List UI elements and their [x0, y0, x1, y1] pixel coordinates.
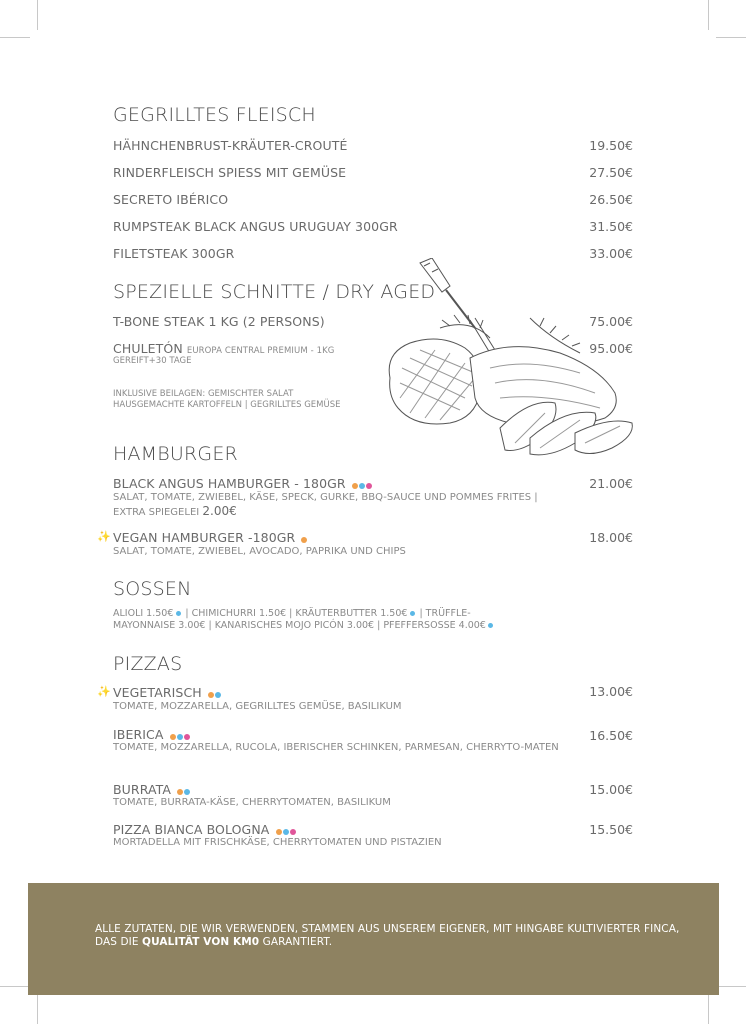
allergen-dot-icon: [359, 483, 365, 489]
allergen-dot-icon: [352, 483, 358, 489]
crop-mark: [37, 994, 38, 1024]
allergen-dot-icon: [488, 623, 493, 628]
menu-item-burrata: [113, 782, 191, 798]
allergen-dot-icon: [177, 789, 183, 795]
allergen-dot-icon: [290, 829, 296, 835]
menu-item-price: 16.50€: [589, 728, 633, 743]
menu-item-name: BURRATA: [113, 782, 172, 797]
menu-item-vegetarisch: [113, 685, 222, 701]
menu-item-price: 31.50€: [589, 219, 633, 234]
allergen-dot-icon: [215, 692, 221, 698]
menu-item-price: 33.00€: [589, 246, 633, 261]
crop-mark: [708, 0, 709, 30]
allergen-dot-icon: [410, 611, 415, 616]
allergen-dots: [352, 477, 373, 492]
menu-item-price: 21.00€: [589, 476, 633, 491]
menu-item-desc-text: SALAT, TOMATE, ZWIEBEL, KÄSE, SPECK, GURKE, BBQ-SAUCE UND POMMES FRITES | EXTRA SPIEGELEI: [113, 492, 538, 518]
allergen-dot-icon: [366, 483, 372, 489]
allergen-dots: [170, 728, 191, 743]
menu-item-price: 15.00€: [589, 782, 633, 797]
crop-mark: [716, 37, 746, 38]
allergen-dot-icon: [301, 537, 307, 543]
menu-item-name: PIZZA BIANCA BOLOGNA: [113, 822, 270, 837]
crop-mark: [0, 37, 30, 38]
menu-item-name: FILETSTEAK 300GR: [113, 246, 235, 261]
section-title-grilled: GEGRILLTES FLEISCH: [113, 104, 316, 126]
footer-banner: [28, 883, 719, 995]
crop-mark: [0, 986, 30, 987]
allergen-dot-icon: [283, 829, 289, 835]
menu-item-description: TOMATE, BURRATA-KÄSE, CHERRYTOMATEN, BASILIKUM: [113, 797, 391, 808]
menu-item-vegan-burger: [113, 530, 308, 546]
footer-text-before: ALLE ZUTATEN, DIE WIR VERWENDEN, STAMMEN AUS UNSEREM EIGENER, MIT HINGABE KULTIVIERTER FINCA, DAS DIE: [95, 923, 680, 948]
sauce-text: | CHIMICHURRI 1.50€ | KRÄUTERBUTTER 1.50€: [182, 608, 408, 619]
menu-item-price: 18.00€: [589, 530, 633, 545]
footer-text-after: GARANTIERT.: [259, 936, 333, 948]
menu-item-chuleton: [113, 341, 334, 356]
menu-item-price: 27.50€: [589, 165, 633, 180]
menu-item-subtitle: EUROPA CENTRAL PREMIUM - 1KG: [186, 346, 335, 356]
menu-item-price: 26.50€: [589, 192, 633, 207]
menu-item-description: MORTADELLA MIT FRISCHKÄSE, CHERRYTOMATEN UND PISTAZIEN: [113, 837, 442, 848]
menu-item-extra-price: 2.00€: [202, 503, 237, 518]
menu-item-name: CHULETÓN: [113, 341, 183, 356]
sauces-list: [113, 608, 553, 632]
menu-item-name: VEGETARISCH: [113, 685, 202, 700]
leaf-icon: ✨: [97, 685, 111, 698]
menu-item-name: RINDERFLEISCH SPIESS MIT GEMÜSE: [113, 165, 347, 180]
menu-item-price: 95.00€: [589, 341, 633, 356]
section-title-special: SPEZIELLE SCHNITTE / DRY AGED: [113, 281, 436, 303]
sauce-text: ALIOLI 1.50€: [113, 608, 174, 619]
menu-item-bianca: [113, 822, 297, 838]
allergen-dots: [208, 686, 222, 701]
menu-item-price: 75.00€: [589, 314, 633, 329]
menu-item-name: SECRETO IBÉRICO: [113, 192, 229, 207]
allergen-dot-icon: [177, 734, 183, 740]
section-title-sauces: SOSSEN: [113, 578, 192, 600]
menu-item-iberica: [113, 727, 191, 743]
menu-item-name: RUMPSTEAK BLACK ANGUS URUGUAY 300GR: [113, 219, 398, 234]
allergen-dot-icon: [170, 734, 176, 740]
allergen-dot-icon: [184, 734, 190, 740]
menu-item-name: VEGAN HAMBURGER -180GR: [113, 530, 296, 545]
allergen-dots: [276, 823, 297, 838]
menu-item-name: T-BONE STEAK 1 KG (2 PERSONS): [113, 314, 325, 329]
sides-note-line1: INKLUSIVE BEILAGEN: GEMISCHTER SALAT: [113, 389, 294, 399]
footer-text: [95, 923, 695, 949]
menu-item-description: [113, 492, 543, 519]
crop-mark: [708, 994, 709, 1024]
menu-item-aging: GEREIFT+30 TAGE: [113, 356, 192, 366]
menu-item-name: HÄHNCHENBRUST-KRÄUTER-CROUTÉ: [113, 138, 348, 153]
allergen-dot-icon: [208, 692, 214, 698]
menu-item-price: 19.50€: [589, 138, 633, 153]
leaf-icon: ✨: [97, 530, 111, 543]
menu-item-price: 13.00€: [589, 684, 633, 699]
menu-item-description: SALAT, TOMATE, ZWIEBEL, AVOCADO, PAPRIKA UND CHIPS: [113, 546, 406, 557]
sauce-text: | TRÜFFLE-: [416, 608, 471, 619]
crop-mark: [716, 986, 746, 987]
sides-note-line2: HAUSGEMACHTE KARTOFFELN | GEGRILLTES GEMÜSE: [113, 400, 341, 410]
footer-highlight: QUALITÄT VON KM0: [142, 936, 260, 948]
menu-item-price: 15.50€: [589, 822, 633, 837]
allergen-dots: [301, 531, 308, 546]
allergen-dots: [177, 783, 191, 798]
allergen-dot-icon: [184, 789, 190, 795]
sauce-text: MAYONNAISE 3.00€ | KANARISCHES MOJO PICÓN 3.00€ | PFEFFERSOSSE 4.00€: [113, 620, 486, 631]
menu-item-description: TOMATE, MOZZARELLA, GEGRILLTES GEMÜSE, BASILIKUM: [113, 701, 402, 712]
menu-item-name: IBERICA: [113, 727, 164, 742]
allergen-dot-icon: [176, 611, 181, 616]
menu-item-name: BLACK ANGUS HAMBURGER - 180GR: [113, 476, 346, 491]
allergen-dot-icon: [276, 829, 282, 835]
section-title-hamburger: HAMBURGER: [113, 443, 238, 465]
crop-mark: [37, 0, 38, 30]
menu-item-description: TOMATE, MOZZARELLA, RUCOLA, IBERISCHER SCHINKEN, PARMESAN, CHERRYTO-MATEN: [113, 742, 559, 753]
section-title-pizzas: PIZZAS: [113, 653, 183, 675]
menu-item-angus-burger: [113, 476, 373, 492]
